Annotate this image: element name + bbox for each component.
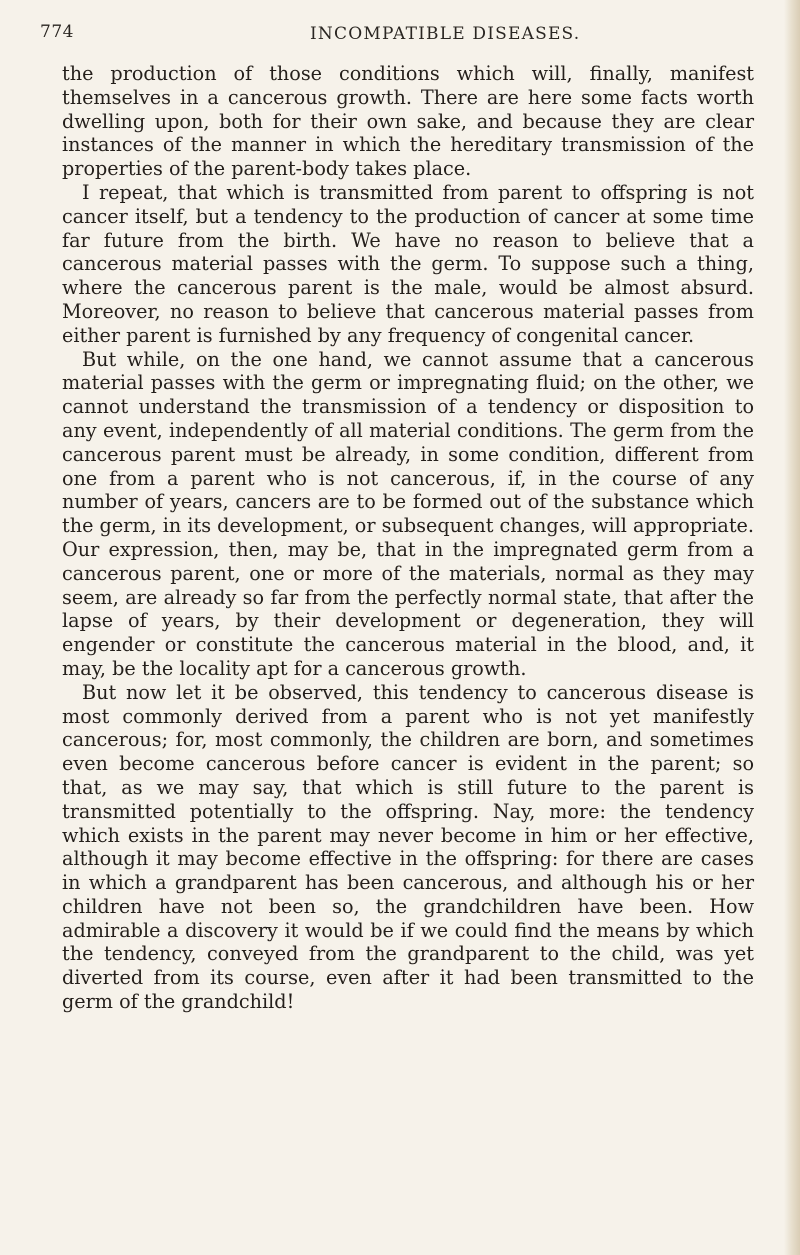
- page-number: 774: [40, 22, 74, 42]
- page-header: [40, 18, 760, 48]
- paragraph-4: But now let it be observed, this tendency to cancerous disease is most commonly derived from a parent who is not yet manifestly cancerous; for, most commonly, the children are born, and sometimes even become cancerous before cancer is evident in the parent; so that, as we may say, that which is still future to the parent is transmitted potentially to the offspring. Nay, more: the tendency which exists in the parent may never become in him or her effective, although it may become effective in the offspring: for there are cases in which a grandparent has been cancerous, and although his or her children have not been so, the grandchildren have been. How admirable a discovery it would be if we could find the means by which the tendency, conveyed from the grandparent to the child, was yet diverted from its course, even after it had been transmitted to the germ of the grandchild!: [62, 680, 754, 1014]
- paragraph-3: But while, on the one hand, we cannot assume that a cancerous material passes with the germ or impregnating fluid; on the other, we cannot understand the transmission of a tendency or disposition to any event, independently of all material conditions. The germ from the cancerous parent must be already, in some condition, different from one from a parent who is not cancerous, if, in the course of any number of years, cancers are to be formed out of the substance which the germ, in its development, or subsequent changes, will appropriate. Our expression, then, may be, that in the impregnated germ from a cancerous parent, one or more of the materials, normal as they may seem, are already so far from the perfectly normal state, that after the lapse of years, by their development or degeneration, they will engender or constitute the cancerous material in the blood, and, it may, be the locality apt for a cancerous growth.: [62, 347, 754, 680]
- paragraph-2: I repeat, that which is transmitted from parent to offspring is not cancer itself, but a tendency to the production of cancer at some time far future from the birth. We have no reason to believe that a cancerous material passes with the germ. To suppose such a thing, where the cancerous parent is the male, would be almost absurd. Moreover, no reason to believe that cancerous material passes from either parent is furnished by any frequency of congenital cancer.: [62, 180, 754, 347]
- running-head: INCOMPATIBLE DISEASES.: [310, 24, 581, 44]
- paragraph-1: the production of those conditions which will, finally, manifest themselves in a cancerous growth. There are here some facts worth dwelling upon, both for their own sake, and because they are clear instances of the manner in which the hereditary transmission of the properties of the parent-body takes place.: [62, 62, 754, 181]
- body-text: [62, 62, 754, 1014]
- page-edge-shadow: [784, 0, 800, 1255]
